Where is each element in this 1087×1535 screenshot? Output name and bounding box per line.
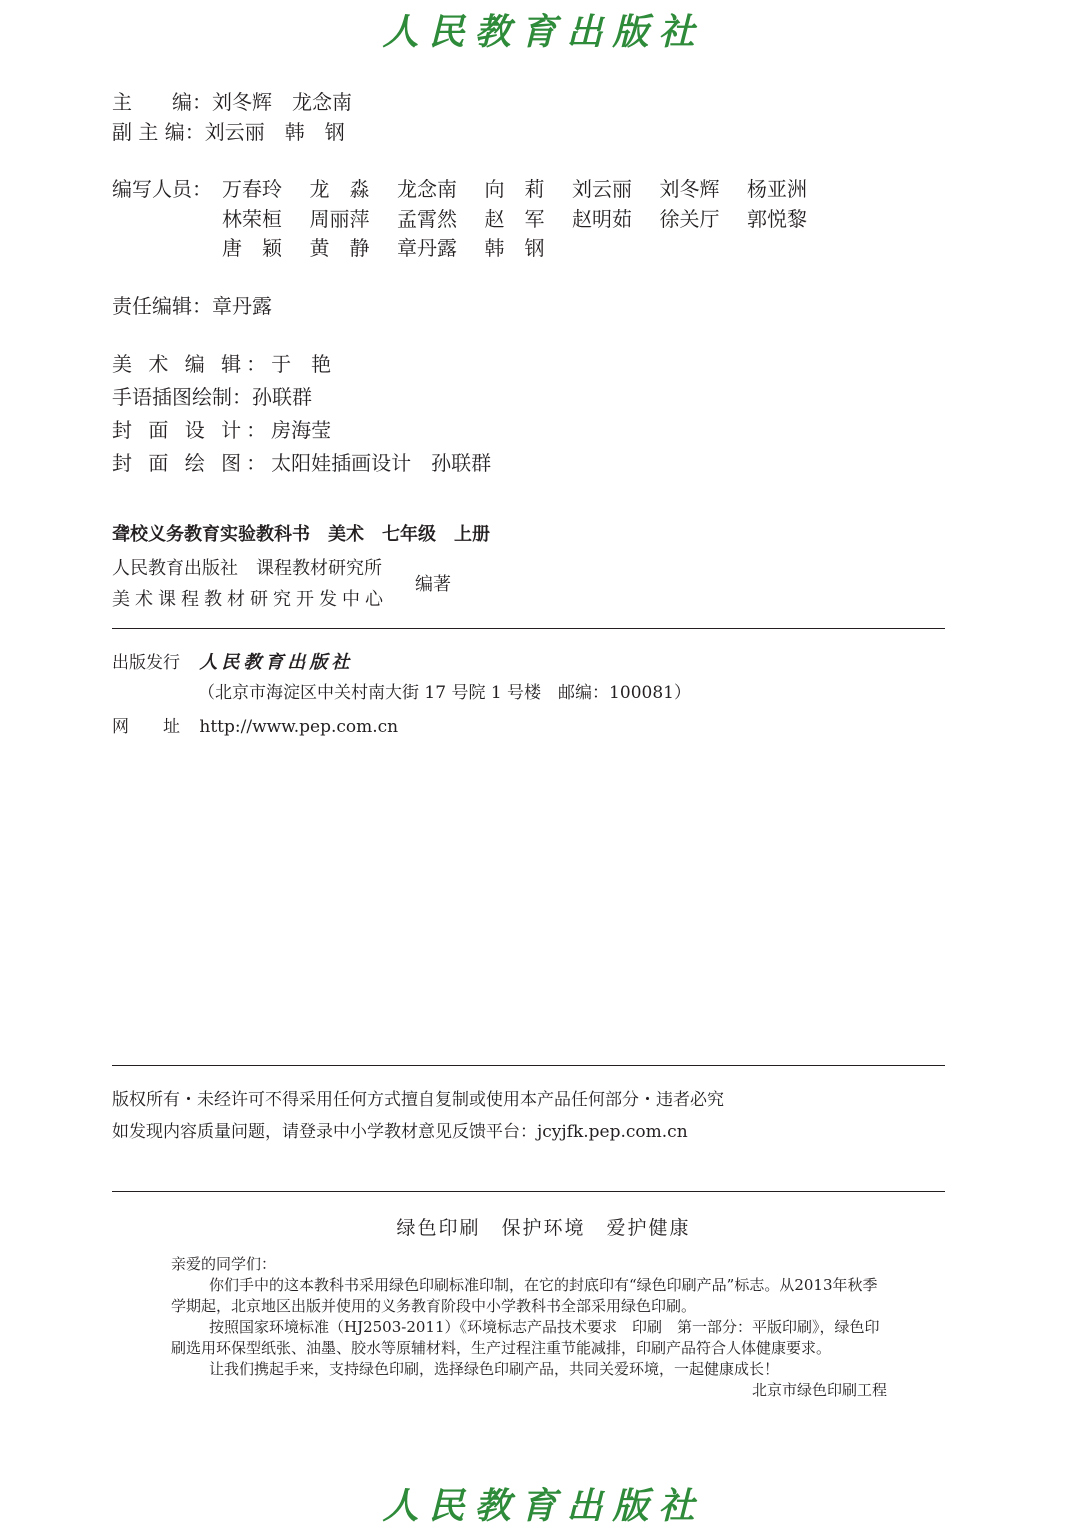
writer-name: 刘云丽 [572, 177, 632, 201]
deputy-editor-row [112, 116, 345, 145]
responsible-editor-value: 章丹露 [212, 294, 272, 318]
writer-name: 刘冬辉 [659, 177, 720, 201]
chief-editor-row [112, 86, 352, 115]
writers-line-2 [222, 203, 835, 233]
copyright-notice: 版权所有・未经许可不得采用任何方式擅自复制或使用本产品任何部分・违者必究 [112, 1090, 724, 1110]
writers-line-1 [222, 173, 835, 203]
green-printing-notice [171, 1254, 887, 1401]
notice-greeting: 亲爱的同学们： [171, 1255, 277, 1273]
publisher-address: （北京市海淀区中关村南大街 17 号院 1 号楼 邮编：100081） [198, 683, 691, 703]
cover-design-label: 封 面 设 计： [112, 418, 272, 442]
website-link[interactable]: http://www.pep.com.cn [199, 717, 399, 737]
deputy-editor-value: 刘云丽 韩 钢 [204, 120, 345, 144]
writer-name: 孟霄然 [397, 206, 457, 231]
writer-name: 赵 军 [484, 206, 545, 231]
divider [112, 1191, 945, 1192]
art-editor-row [112, 348, 331, 377]
writer-name: 杨亚洲 [747, 177, 807, 201]
cover-illustration-value: 太阳娃插画设计 孙联群 [271, 451, 492, 475]
notice-paragraph: 按照国家环境标准（HJ2503-2011）《环境标志产品技术要求 印刷 第一部分：平版印刷》，绿色印刷选用环保型纸张、油墨、胶水等原辅材料，生产过程注重节能减排，印刷产品符合人体健康要求。 [171, 1318, 880, 1357]
chief-editor-value: 刘冬辉 龙念南 [212, 90, 352, 114]
notice-paragraph: 你们手中的这本教科书采用绿色印刷标准印制，在它的封底印有“绿色印刷产品”标志。从2013年秋季学期起，北京地区出版并使用的义务教育阶段中小学教科书全部采用绿色印刷。 [171, 1276, 878, 1315]
feedback-notice: 如发现内容质量问题，请登录中小学教材意见反馈平台：jcyjfk.pep.com.cn [112, 1122, 688, 1142]
writer-name: 龙念南 [397, 177, 457, 201]
publisher-row [112, 648, 353, 674]
writer-name: 万春玲 [222, 177, 282, 201]
art-editor-label: 美 术 编 辑： [112, 352, 272, 376]
compiler-org-2: 美术课程教材研究开发中心 [112, 589, 388, 610]
writer-name: 郭悦黎 [747, 206, 807, 231]
cover-design-value: 房海莹 [271, 418, 332, 442]
website-label: 网 址 [112, 717, 180, 737]
art-editor-value: 于 艳 [271, 352, 332, 376]
sign-language-row [112, 381, 312, 410]
publisher-logo-inline: 人民教育出版社 [199, 652, 354, 673]
writer-name: 黄 静 [309, 236, 370, 260]
cover-design-row [112, 414, 331, 443]
notice-signature: 北京市绿色印刷工程 [751, 1381, 887, 1399]
website-row [112, 712, 398, 737]
writer-name: 韩 钢 [484, 236, 545, 260]
publisher-logo-bottom: 人民教育出版社 [382, 1485, 705, 1527]
writer-name: 赵明茹 [572, 206, 632, 231]
writer-name: 周丽萍 [309, 206, 370, 231]
responsible-editor-label: 责任编辑： [112, 294, 212, 318]
writer-name: 徐关厅 [659, 206, 720, 231]
responsible-editor-row [112, 290, 272, 319]
cover-illustration-row [112, 447, 491, 476]
writer-name: 龙 淼 [309, 177, 370, 201]
notice-paragraph: 让我们携起手来，支持绿色印刷，选择绿色印刷产品，共同关爱环境，一起健康成长！ [209, 1360, 780, 1378]
chief-editor-label: 主 编： [112, 90, 212, 114]
writers-label-row [112, 173, 212, 202]
writer-name: 章丹露 [397, 236, 457, 260]
publisher-logo-top: 人民教育出版社 [382, 11, 705, 53]
series-title: 聋校义务教育实验教科书 美术 七年级 上册 [112, 524, 490, 545]
compiler-org-1: 人民教育出版社 课程教材研究所 [112, 558, 382, 579]
writer-name: 唐 颖 [222, 236, 282, 260]
cover-illustration-label: 封 面 绘 图： [112, 451, 272, 475]
divider [112, 1065, 945, 1066]
divider [112, 628, 945, 629]
writer-name: 向 莉 [484, 177, 545, 201]
sign-language-label: 手语插图绘制： [112, 385, 252, 409]
writers-label: 编写人员： [112, 177, 212, 201]
publisher-label: 出版发行 [112, 653, 180, 673]
compiler-role: 编著 [415, 574, 451, 595]
deputy-editor-label: 副 主 编： [112, 120, 205, 144]
writer-name: 林荣桓 [222, 206, 282, 231]
green-printing-title: 绿色印刷 保护环境 爱护健康 [396, 1217, 691, 1239]
compiler-block [112, 553, 451, 615]
sign-language-value: 孙联群 [252, 385, 312, 409]
writers-list [222, 173, 835, 262]
writers-line-3 [222, 232, 835, 262]
